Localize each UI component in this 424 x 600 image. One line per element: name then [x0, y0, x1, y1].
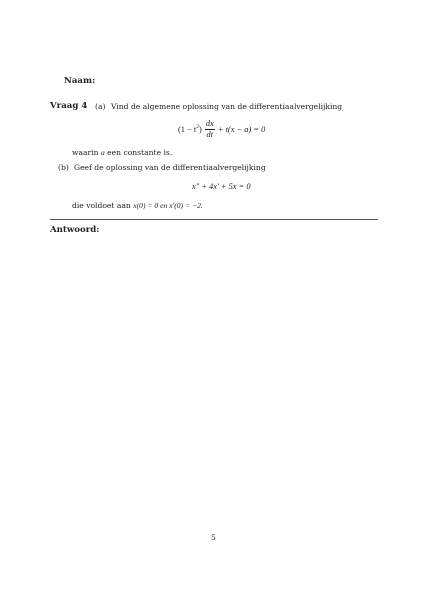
- question-number: Vraag 4: [50, 101, 88, 111]
- part-b-marker: (b): [58, 163, 69, 172]
- part-b-equation: x″ + 4x′ + 5x = 0: [192, 182, 251, 191]
- part-a-marker: (a): [95, 102, 106, 111]
- part-a-note: waarin a een constante is.: [72, 148, 173, 157]
- part-a-equation: $(1 - t^2)$ $\frac{dx}{dt}$ + t(x − a) = 0: [178, 119, 266, 140]
- part-a-intro: Vind de algemene oplossing van de differentiaalvergelijking: [111, 102, 343, 111]
- answer-label: Antwoord:: [50, 225, 100, 235]
- derivative-fraction: $\frac{dx}{dt}$: [205, 119, 214, 140]
- part-b-condition: die voldoet aan x(0) = 0 en x′(0) = −2.: [72, 201, 203, 210]
- part-b-intro: Geef de oplossing van de differentiaalvergelijking: [74, 163, 266, 172]
- separator-rule: [50, 219, 378, 220]
- page-number: 5: [211, 533, 216, 542]
- name-label: Naam:: [64, 76, 96, 86]
